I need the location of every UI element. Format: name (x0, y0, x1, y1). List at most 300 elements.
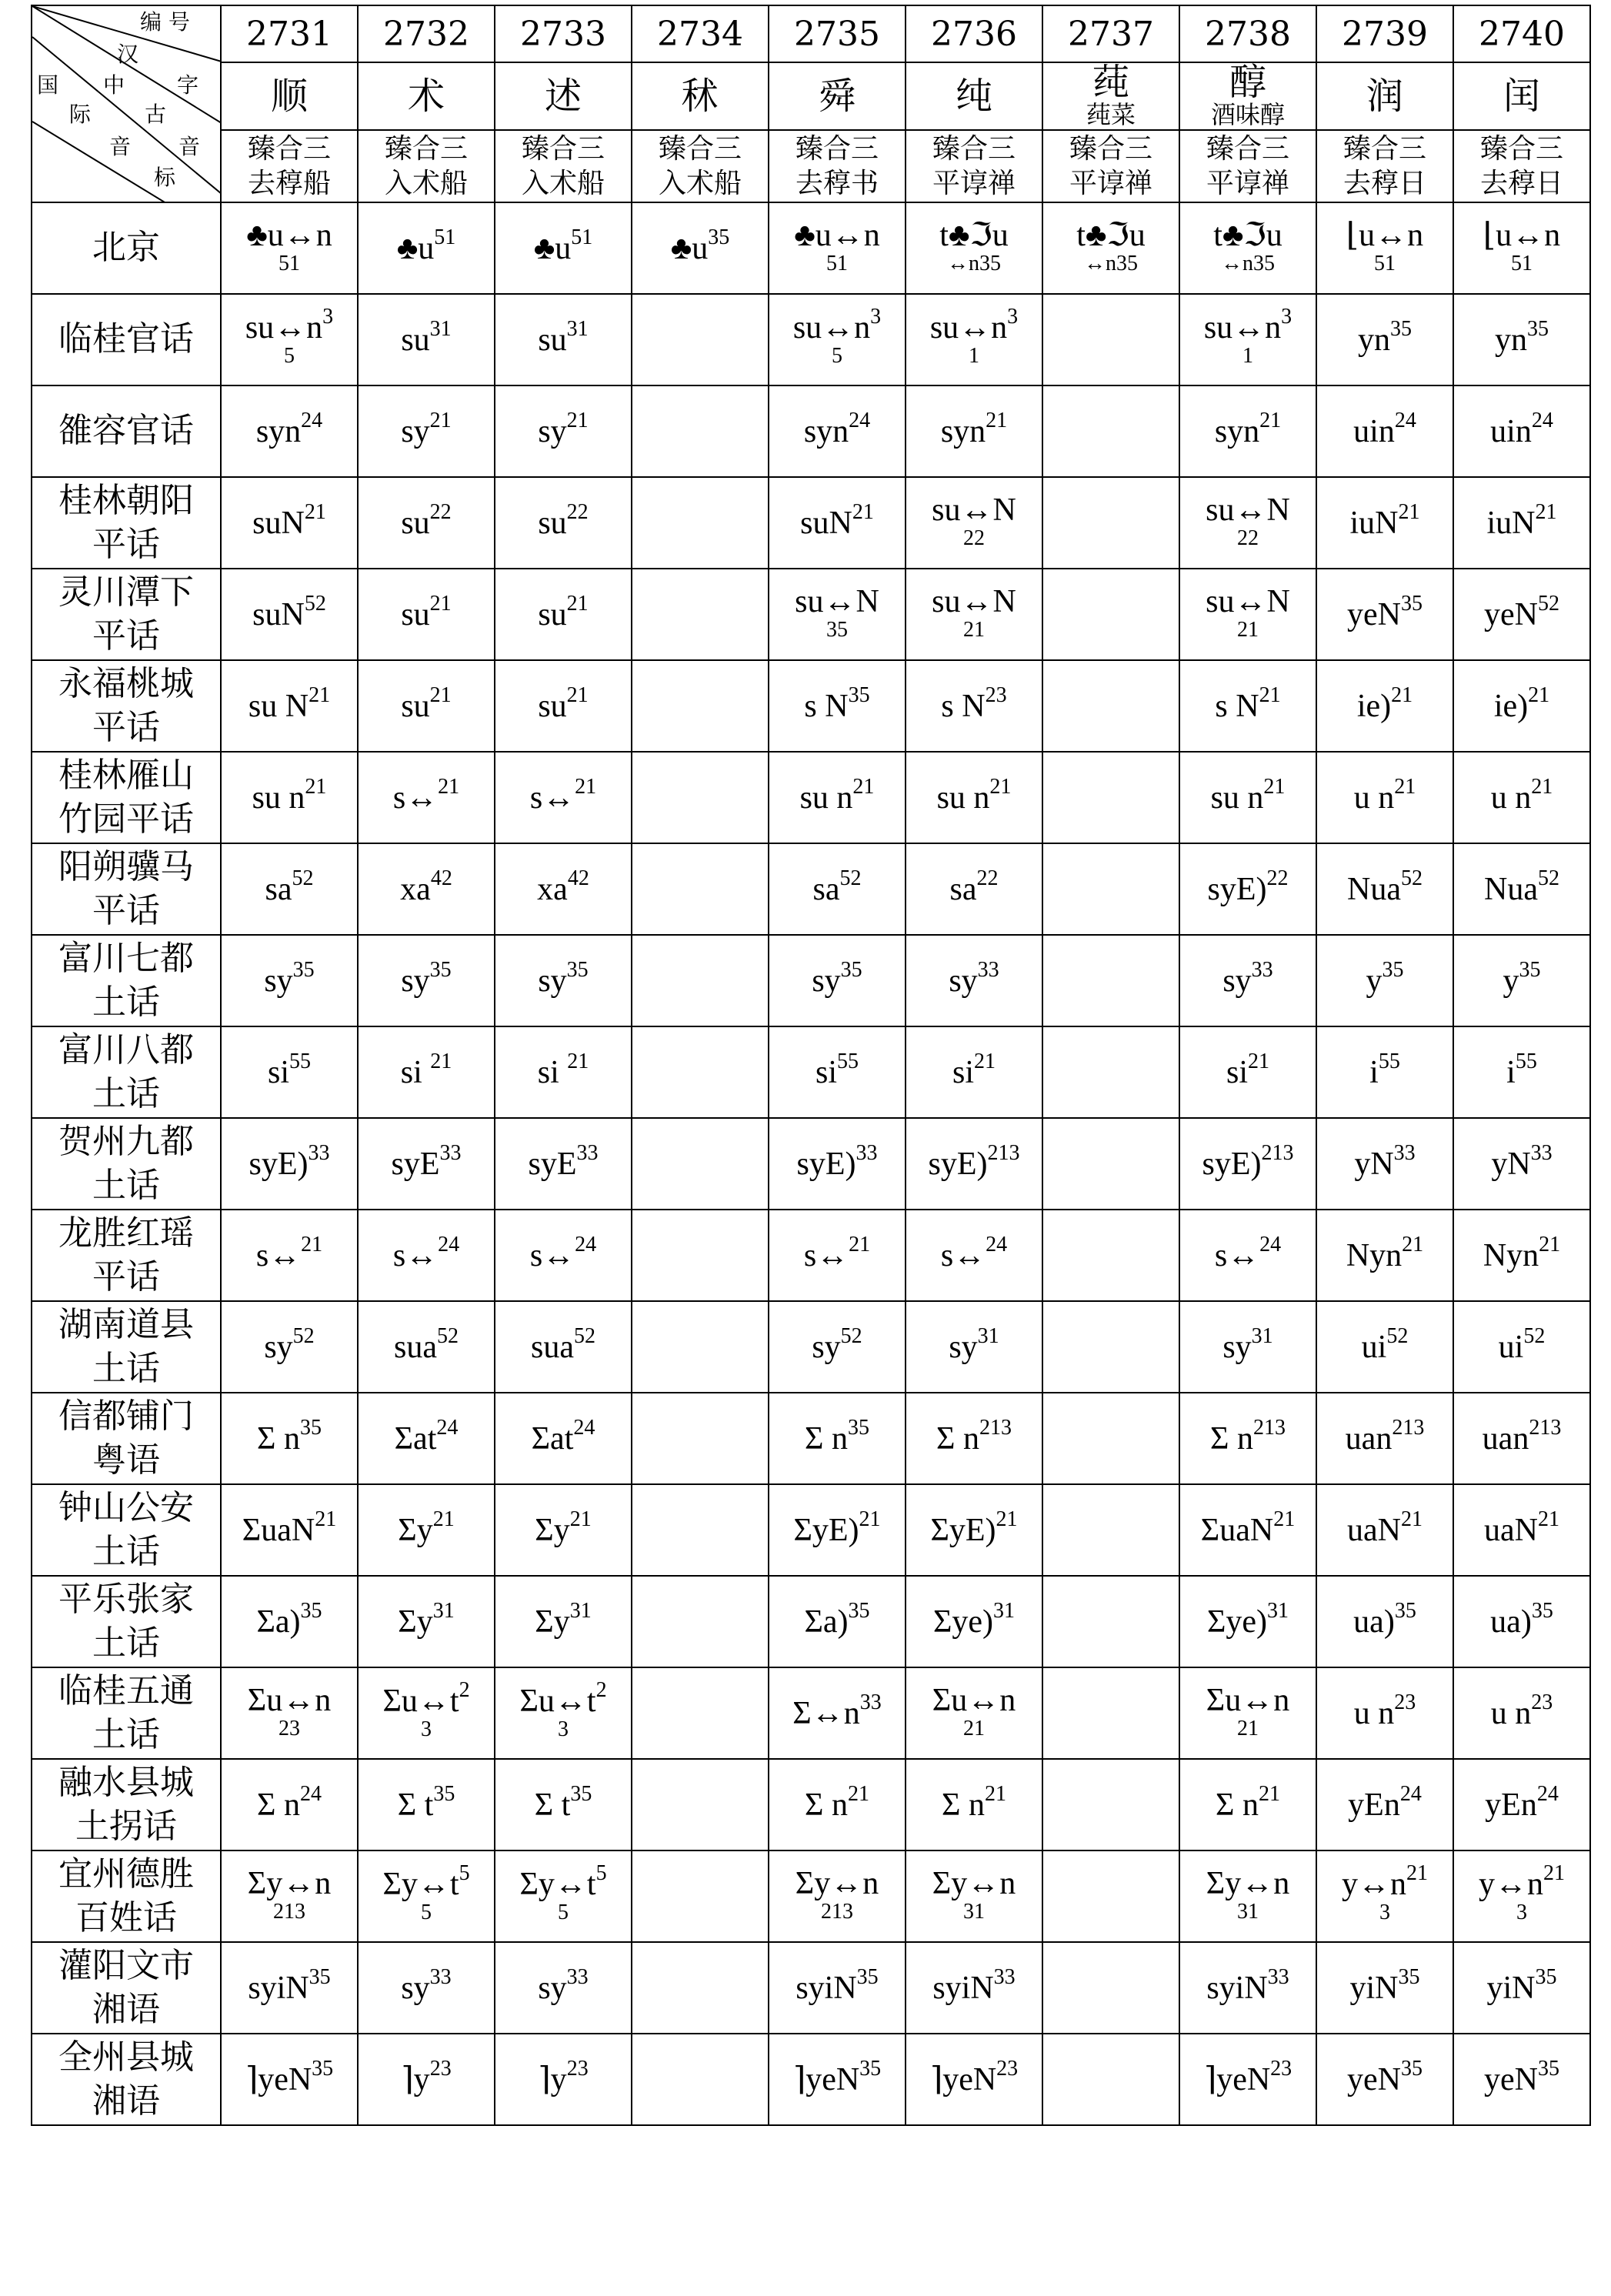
reading-main-line (800, 500, 874, 542)
reading (400, 866, 452, 908)
tone-superscript: 21 (1259, 409, 1282, 433)
reading (949, 958, 999, 999)
tone-below: 31 (962, 1900, 985, 1924)
middle-chinese-cell (1179, 130, 1316, 202)
tone-superscript: 33 (576, 1141, 599, 1166)
tone-superscript: 55 (1515, 1050, 1537, 1074)
reading (1353, 1690, 1416, 1732)
reading-cell (1316, 1850, 1453, 1942)
reading-text: ♣u↔n (794, 217, 880, 253)
reading (1213, 218, 1282, 275)
reading-cell (906, 1210, 1042, 1301)
tone-below: 213 (820, 1900, 853, 1924)
reading-cell (358, 935, 495, 1026)
reading-text: si (815, 1055, 837, 1091)
reading-cell (358, 2034, 495, 2125)
reading (1491, 1141, 1553, 1183)
reading-text: Σye) (932, 1604, 994, 1640)
reading-cell (1316, 660, 1453, 752)
reading-cell (906, 294, 1042, 385)
reading-text: syE (391, 1146, 440, 1183)
tone-superscript: 24 (1259, 1233, 1282, 1257)
reading (528, 1141, 599, 1183)
reading-cell (769, 569, 906, 660)
dialect-row (32, 1576, 1590, 1667)
tone-superscript: 51 (571, 225, 593, 250)
reading-main-line (255, 1233, 323, 1274)
reading-main-line (396, 225, 456, 267)
reading-main-line (1484, 592, 1559, 633)
reading (928, 1141, 1020, 1183)
reading-cell (906, 569, 1042, 660)
char-cell (495, 62, 632, 130)
reading (248, 1866, 331, 1923)
tone-superscript: 213 (1392, 1416, 1425, 1440)
tone-superscript: 31 (429, 317, 452, 342)
reading (397, 1782, 455, 1824)
reading-text: su↔N (795, 583, 879, 619)
corner-ji-label: 际 (69, 102, 92, 127)
reading-main-line (245, 304, 334, 345)
reading-cell (906, 1484, 1042, 1576)
reading-cell (632, 1210, 769, 1301)
reading-text: ♣u (533, 231, 572, 267)
reading-main-line (1202, 1141, 1294, 1183)
reading (242, 1507, 337, 1549)
dialect-name-line: 灵川潭下 (58, 572, 194, 612)
reading-cell (1042, 935, 1179, 1026)
middle-chinese-line: 臻合三 (1479, 132, 1563, 165)
reading-cell (221, 1393, 358, 1484)
reading (941, 683, 1007, 725)
reading-main-line (795, 1866, 879, 1901)
dialect-row (32, 1942, 1590, 2034)
reading-text: ⌉yeN (792, 2062, 860, 2098)
reading (257, 1782, 322, 1824)
reading-text: iuN (1349, 506, 1399, 542)
reading-cell (221, 1576, 358, 1667)
reading (812, 1324, 862, 1366)
reading (1206, 584, 1290, 641)
reading (1493, 683, 1550, 725)
reading-cell (495, 1576, 632, 1667)
tone-superscript: 21 (1398, 500, 1420, 525)
reading-cell (1316, 1210, 1453, 1301)
reading-text: su (538, 506, 567, 542)
reading-cell (1453, 1667, 1590, 1759)
dialect-name-cell (32, 1759, 221, 1850)
reading-main-line (932, 1599, 1016, 1640)
tone-superscript: 31 (566, 317, 589, 342)
reading-text: ⌊u↔n (1483, 217, 1561, 253)
reading-main-line (1358, 317, 1412, 359)
reading-text: ΣyE) (930, 1513, 996, 1549)
dialect-name-line: 永福桃城 (58, 663, 194, 703)
middle-chinese-line: 臻合三 (521, 132, 605, 165)
reading (1479, 1860, 1565, 1925)
reading (929, 304, 1019, 369)
tone-superscript: 35 (840, 958, 862, 983)
reading-text: sua (531, 1330, 574, 1366)
reading-text: t♣ℑu (939, 217, 1009, 253)
reading (1484, 866, 1559, 908)
tone-superscript: 33 (859, 1690, 882, 1715)
dialect-name-line: 融水县城 (58, 1762, 194, 1802)
reading-text: ♣u↔n (246, 217, 332, 253)
reading (529, 775, 597, 816)
reading-main-line (538, 958, 589, 999)
reading (248, 1683, 331, 1740)
reading-text: Σu↔t (519, 1683, 596, 1719)
reading (795, 1965, 879, 2007)
reading-text: Σu↔n (247, 1682, 332, 1718)
reading (1356, 683, 1413, 725)
tone-superscript: 2 (459, 1677, 470, 1702)
reading-main-line (932, 492, 1016, 528)
reading (799, 775, 875, 816)
reading (398, 1507, 455, 1549)
reading (255, 409, 323, 450)
dialect-name-line: 贺州九都 (58, 1121, 194, 1161)
reading-cell (769, 1576, 906, 1667)
reading (939, 218, 1009, 275)
reading-main-line (1215, 683, 1281, 725)
reading-text: yiN (1486, 1971, 1536, 2007)
reading (1222, 1324, 1273, 1366)
dialect-name-cell (32, 1942, 221, 2034)
reading-main-line (256, 1599, 322, 1640)
reading (1483, 218, 1560, 275)
reading-text: sa (812, 872, 840, 908)
reading-cell (358, 1484, 495, 1576)
tone-superscript: 33 (993, 1965, 1016, 1990)
reading-cell (906, 1759, 1042, 1850)
reading (531, 1416, 595, 1457)
reading-text: syE) (928, 1146, 988, 1183)
reading-text: suN (252, 506, 305, 542)
dialect-name-line: 土话 (92, 1074, 160, 1114)
reading-cell (1179, 1759, 1316, 1850)
reading-text: Σ t (534, 1787, 571, 1824)
reading-text: su (538, 322, 567, 359)
tone-superscript: 21 (432, 1507, 455, 1532)
reading-main-line (264, 958, 315, 999)
dialect-name-line: 信都铺门 (58, 1396, 194, 1436)
tone-below: ↔n35 (1084, 252, 1138, 276)
reading-cell (1179, 294, 1316, 385)
reading-text: sy (1222, 1330, 1252, 1366)
reading (1366, 958, 1404, 999)
reading-text: syn (1214, 414, 1260, 450)
reading-main-line (1347, 592, 1423, 633)
tone-superscript: 35 (856, 1965, 879, 1990)
reading-main-line (1369, 1050, 1400, 1091)
reading (795, 584, 879, 641)
reading-main-line (1206, 584, 1290, 619)
reading-main-line (1342, 1860, 1428, 1902)
tone-superscript: 35 (312, 2057, 334, 2081)
tone-superscript: 52 (839, 866, 862, 891)
reading-main-line (1490, 409, 1553, 450)
reading-main-line (1206, 1965, 1289, 2007)
char-number: 2740 (1453, 5, 1590, 62)
reading-cell (495, 1759, 632, 1850)
reading-cell (495, 1210, 632, 1301)
reading-cell (221, 1301, 358, 1393)
reading-text: s↔ (392, 780, 439, 816)
tone-superscript: 21 (1537, 1507, 1559, 1532)
reading-cell (1179, 2034, 1316, 2125)
tone-superscript: 21 (1400, 1507, 1423, 1532)
char-number: 2731 (221, 5, 358, 62)
tone-superscript: 21 (430, 1050, 452, 1074)
reading-cell (632, 1759, 769, 1850)
reading (1348, 1782, 1422, 1824)
reading-text: su (538, 597, 567, 633)
reading-cell (1042, 1393, 1179, 1484)
reading-main-line (1210, 1416, 1286, 1457)
reading-main-line (401, 1965, 452, 2007)
middle-chinese-line: 臻合三 (658, 132, 742, 165)
dialect-name-cell (32, 202, 221, 294)
char-number: 2732 (358, 5, 495, 62)
middle-chinese-cell (1453, 130, 1590, 202)
reading-cell (495, 843, 632, 935)
reading-main-line (1479, 1860, 1565, 1902)
reading-text: Σy↔t (382, 1866, 459, 1902)
reading-cell (1179, 385, 1316, 477)
reading-cell (1453, 660, 1590, 752)
dialect-name-line: 平乐张家 (58, 1579, 194, 1619)
tone-superscript: 51 (434, 225, 456, 250)
char-glyph: 闰 (1503, 74, 1540, 118)
dialect-row (32, 1667, 1590, 1759)
reading-cell (1316, 843, 1453, 935)
reading (932, 1599, 1016, 1640)
char-cell (358, 62, 495, 130)
reading-cell (769, 2034, 906, 2125)
tone-superscript: 23 (1394, 1690, 1416, 1715)
reading-main-line (1222, 958, 1273, 999)
reading-text: su n (1210, 780, 1264, 816)
reading (800, 500, 874, 542)
reading-text: s↔ (940, 1238, 986, 1274)
reading-cell (1316, 1759, 1453, 1850)
reading-cell (1316, 1301, 1453, 1393)
reading (256, 1599, 322, 1640)
tone-superscript: 35 (848, 683, 870, 708)
reading-text: ΣyE) (793, 1513, 859, 1549)
tone-superscript: 52 (1400, 866, 1423, 891)
reading-main-line (535, 1507, 592, 1549)
tone-superscript: 52 (840, 1324, 862, 1349)
reading (519, 1677, 607, 1742)
reading-main-line (1354, 1141, 1416, 1183)
reading-cell (769, 660, 906, 752)
tone-below: 51 (279, 252, 300, 276)
tone-superscript: 21 (301, 1233, 323, 1257)
reading-main-line (398, 1507, 455, 1549)
dialect-name-line: 阳朔骥马 (58, 846, 194, 886)
reading (264, 1324, 315, 1366)
tone-below: ↔n35 (947, 252, 1001, 276)
dialect-name-line: 北京 (92, 228, 160, 268)
middle-chinese-cell (1316, 130, 1453, 202)
reading-text: su (401, 322, 430, 359)
reading-cell (632, 843, 769, 935)
reading-main-line (804, 1599, 870, 1640)
reading-main-line (794, 218, 880, 253)
reading-main-line (531, 1324, 595, 1366)
tone-below: 51 (1510, 252, 1533, 276)
tone-superscript: 35 (1527, 317, 1549, 342)
tone-below: 5 (283, 344, 295, 369)
reading-text: si (267, 1055, 289, 1091)
reading (538, 409, 589, 450)
reading-main-line (1206, 1683, 1289, 1718)
reading-text: Σy↔n (932, 1865, 1016, 1901)
char-cell (1316, 62, 1453, 130)
reading (1483, 1233, 1561, 1274)
reading-cell (221, 752, 358, 843)
reading-text: sy (264, 963, 293, 999)
reading-text: Σu↔n (1206, 1682, 1290, 1718)
middle-chinese-line: 去稕日 (1479, 167, 1563, 199)
reading-cell (1179, 843, 1316, 935)
reading-main-line (519, 1677, 607, 1719)
reading (936, 1416, 1012, 1457)
reading (267, 1050, 311, 1091)
reading-cell (495, 1301, 632, 1393)
reading-main-line (1495, 317, 1549, 359)
reading-cell (1042, 1759, 1179, 1850)
dialect-name-line: 龙胜红瑶 (58, 1213, 194, 1253)
reading-cell (632, 294, 769, 385)
reading-main-line (1483, 1233, 1561, 1274)
reading-cell (1042, 752, 1179, 843)
reading (1486, 500, 1557, 542)
reading-main-line (1210, 775, 1286, 816)
reading-text: suN (252, 597, 305, 633)
char-cell (906, 62, 1042, 130)
reading-main-line (1484, 866, 1559, 908)
reading-cell (221, 2034, 358, 2125)
reading-main-line (1206, 492, 1290, 528)
reading-text: syn (255, 414, 302, 450)
reading (949, 1324, 999, 1366)
tone-superscript: 33 (1267, 1965, 1289, 1990)
dialect-name-cell (32, 1026, 221, 1118)
reading-cell (1179, 477, 1316, 569)
reading-cell (632, 2034, 769, 2125)
dialect-name-line: 雒容官话 (58, 411, 194, 451)
reading-cell (1316, 935, 1453, 1026)
reading-cell (221, 1118, 358, 1210)
reading-text: syiN (248, 1971, 309, 2007)
middle-chinese-line: 平谆禅 (1206, 167, 1289, 199)
reading-text: t♣ℑu (1213, 217, 1282, 253)
reading (1495, 317, 1549, 359)
reading-text: su n (252, 780, 305, 816)
reading-cell (358, 1118, 495, 1210)
reading-text: su N (248, 689, 309, 725)
reading-main-line (1490, 1690, 1553, 1732)
reading (248, 1141, 330, 1183)
reading (1207, 866, 1289, 908)
reading (248, 1965, 331, 2007)
reading-text: Σ n (1216, 1787, 1259, 1824)
reading-cell (1316, 752, 1453, 843)
reading-cell (906, 202, 1042, 294)
corner-zhong-label: 中 (103, 72, 125, 98)
tone-superscript: 5 (595, 1860, 607, 1885)
tone-superscript: 21 (1248, 1050, 1269, 1074)
reading-cell (1042, 1026, 1179, 1118)
dialect-row (32, 2034, 1590, 2125)
tone-superscript: 21 (1394, 775, 1416, 799)
reading (1353, 775, 1416, 816)
reading-cell (221, 1942, 358, 2034)
reading-text: ua) (1490, 1604, 1532, 1640)
middle-chinese-line: 臻合三 (795, 132, 879, 165)
middle-chinese-cell (632, 130, 769, 202)
tone-superscript: 24 (438, 1233, 460, 1257)
reading-cell (1179, 1942, 1316, 2034)
middle-chinese-cell (1042, 130, 1179, 202)
dialect-row (32, 1026, 1590, 1118)
dialect-name-cell (32, 660, 221, 752)
reading-text: sy (949, 963, 978, 999)
reading (929, 2057, 1019, 2098)
tone-superscript: 22 (429, 500, 452, 525)
dialect-name-cell (32, 569, 221, 660)
tone-below: 21 (962, 1717, 985, 1741)
reading-text: si (537, 1055, 568, 1091)
dialect-name-cell (32, 1576, 221, 1667)
dialect-name-line: 土话 (92, 1715, 160, 1755)
middle-chinese-line: 臻合三 (384, 132, 468, 165)
reading-cell (221, 660, 358, 752)
middle-chinese-line: 去稕书 (795, 167, 879, 199)
reading-cell (221, 1026, 358, 1118)
tone-superscript: 5 (459, 1860, 470, 1885)
tone-below: 3 (558, 1717, 569, 1742)
dialect-name-line: 平话 (92, 1257, 160, 1297)
reading-cell (632, 477, 769, 569)
reading-main-line (1353, 1690, 1416, 1732)
tone-superscript: 21 (566, 592, 589, 616)
reading-cell (1316, 1667, 1453, 1759)
reading-cell (1453, 1759, 1590, 1850)
tone-superscript: 3 (322, 304, 334, 329)
reading-cell (769, 385, 906, 477)
middle-chinese-line: 入术船 (521, 167, 605, 199)
reading (534, 1782, 592, 1824)
reading (1222, 958, 1273, 999)
reading (1358, 317, 1412, 359)
reading-main-line (812, 958, 862, 999)
dialect-name-line: 土话 (92, 1349, 160, 1389)
dialect-name-line: 土话 (92, 983, 160, 1023)
reading-main-line (538, 592, 589, 633)
reading-cell (906, 935, 1042, 1026)
tone-superscript: 35 (859, 2057, 882, 2081)
reading-text: ⌉y (538, 2062, 567, 2098)
reading-cell (221, 385, 358, 477)
dialect-name-line: 土拐话 (75, 1807, 177, 1847)
reading-text: syiN (795, 1971, 857, 2007)
tone-superscript: 21 (1528, 683, 1550, 708)
